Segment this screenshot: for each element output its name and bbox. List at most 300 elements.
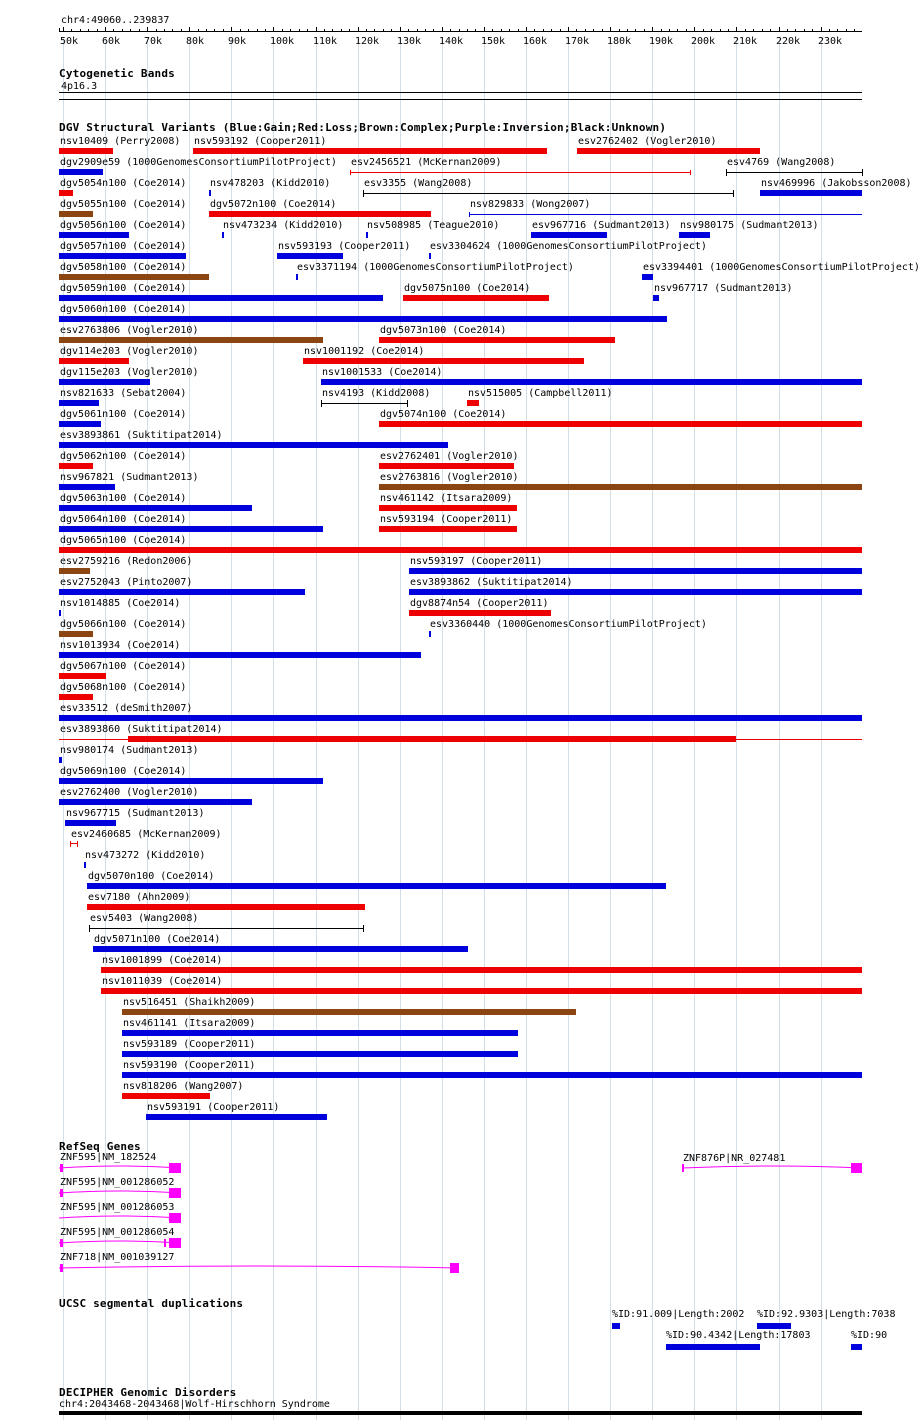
dgv-feature-bar[interactable] [59,316,667,322]
dgv-feature-label[interactable]: nsv967717 (Sudmant2013) [654,283,793,294]
dgv-feature-label[interactable]: esv2762400 (Vogler2010) [60,787,199,798]
dgv-feature-bar[interactable] [59,652,421,658]
segdup-bar[interactable] [612,1323,620,1329]
ruler-minor-tick [122,29,123,32]
dgv-feature-label[interactable]: esv3304624 (1000GenomesConsortiumPilotProject) [430,241,707,252]
dgv-feature-label[interactable]: nsv4193 (Kidd2008) [322,388,431,399]
gene-label[interactable]: ZNF595|NM_001286052 [60,1177,175,1188]
ruler-minor-tick [854,29,855,32]
dgv-feature-bar[interactable] [209,211,431,217]
dgv-feature-bar[interactable] [59,232,129,238]
dgv-feature-label[interactable]: nsv829833 (Wong2007) [470,199,591,210]
ruler-minor-tick [80,29,81,32]
ruler-minor-tick [644,29,645,32]
dgv-feature-bar[interactable] [59,337,323,343]
gene-label[interactable]: ZNF595|NM_001286053 [60,1202,175,1213]
cytoband-label: 4p16.3 [61,81,98,92]
ruler-axis [59,31,862,32]
gene-intron-path [59,1266,459,1268]
ruler-tick [273,27,274,32]
ruler-minor-tick [686,29,687,32]
gene-intron-line[interactable] [59,1189,181,1197]
dgv-feature-label[interactable]: dgv5061n100 (Coe2014) [60,409,187,420]
ruler-tick [779,27,780,32]
dgv-feature-label[interactable]: esv2460685 (McKernan2009) [71,829,222,840]
dgv-feature-line[interactable] [726,172,862,173]
dgv-feature-bar[interactable] [101,988,862,994]
ruler-tick-label: 170k [565,36,590,47]
gene-intron-path [682,1166,862,1168]
decipher-track-title[interactable]: DECIPHER Genomic Disorders [59,1386,237,1399]
ruler-tick-label: 160k [523,36,548,47]
gene-exon[interactable] [164,1239,166,1247]
dgv-feature-label[interactable]: dgv5074n100 (Coe2014) [380,409,507,420]
dgv-feature-bar[interactable] [59,610,61,616]
dgv-feature-label[interactable]: dgv5060n100 (Coe2014) [60,304,187,315]
dgv-feature-label[interactable]: esv3371194 (1000GenomesConsortiumPilotProject) [297,262,574,273]
dgv-feature-label[interactable]: esv5403 (Wang2008) [90,913,199,924]
ruler-minor-tick [753,29,754,32]
ruler-tick [316,27,317,32]
dgv-feature-line[interactable] [469,214,862,215]
dgv-feature-bar[interactable] [122,1051,518,1057]
segdup-track-title[interactable]: UCSC segmental duplications [59,1297,244,1310]
ruler-tick [442,27,443,32]
refseq-track-title[interactable]: RefSeq Genes [59,1140,141,1153]
segdup-label[interactable]: %ID:90 [851,1330,888,1341]
ruler-minor-tick [593,29,594,32]
dgv-feature-bar[interactable] [122,1093,210,1099]
ruler-tick [821,27,822,32]
ruler-tick [526,27,527,32]
dgv-feature-line[interactable] [363,193,733,194]
dgv-feature-bar[interactable] [59,253,186,259]
dgv-feature-line[interactable] [89,928,363,929]
dgv-feature-label[interactable]: nsv461141 (Itsara2009) [123,1018,256,1029]
ruler-minor-tick [181,29,182,32]
segdup-bar[interactable] [666,1344,760,1350]
dgv-feature-label[interactable]: esv3360440 (1000GenomesConsortiumPilotProject) [430,619,707,630]
dgv-feature-label[interactable]: nsv469996 (Jakobsson2008) [761,178,912,189]
gene-exon[interactable] [60,1189,63,1197]
dgv-feature-bar[interactable] [653,295,659,301]
dgv-feature-label[interactable]: nsv593193 (Cooper2011) [278,241,411,252]
dgv-feature-label[interactable]: esv2456521 (McKernan2009) [351,157,502,168]
ruler-minor-tick [534,29,535,32]
ruler-minor-tick [332,29,333,32]
dgv-feature-label[interactable]: dgv5058n100 (Coe2014) [60,262,187,273]
ruler-minor-tick [417,29,418,32]
dgv-feature-label[interactable]: nsv461142 (Itsara2009) [380,493,513,504]
ruler-tick [568,27,569,32]
dgv-feature-label[interactable]: nsv980175 (Sudmant2013) [680,220,819,231]
ruler-minor-tick [206,29,207,32]
dgv-feature-bar[interactable] [379,484,862,490]
dgv-feature-label[interactable]: dgv114e203 (Vogler2010) [60,346,199,357]
ruler-minor-tick [560,29,561,32]
dgv-feature-bar[interactable] [222,232,224,238]
ruler-minor-tick [762,29,763,32]
gene-intron-line[interactable] [59,1239,181,1247]
dgv-feature-bar[interactable] [59,673,106,679]
dgv-feature-label[interactable]: nsv516451 (Shaikh2009) [123,997,256,1008]
dgv-feature-bar[interactable] [429,631,431,637]
dgv-feature-label[interactable]: esv4769 (Wang2008) [727,157,836,168]
dgv-feature-bar[interactable] [59,484,115,490]
gene-exon[interactable] [60,1239,63,1247]
dgv-feature-label[interactable]: nsv10409 (Perry2008) [60,136,181,147]
ruler-minor-tick [728,29,729,32]
dgv-feature-bar[interactable] [101,967,862,973]
gene-exon[interactable] [169,1213,181,1223]
ruler-tick-label: 210k [733,36,758,47]
dgv-feature-label[interactable]: nsv1014885 (Coe2014) [60,598,181,609]
dgv-feature-label[interactable]: dgv5064n100 (Coe2014) [60,514,187,525]
dgv-feature-bar[interactable] [59,400,99,406]
dgv-feature-label[interactable]: nsv473234 (Kidd2010) [223,220,344,231]
dgv-feature-label[interactable]: dgv8874n54 (Cooper2011) [410,598,549,609]
dgv-feature-label[interactable]: nsv593189 (Cooper2011) [123,1039,256,1050]
gridline [736,38,737,1420]
dgv-feature-bar[interactable] [59,505,252,511]
ruler-tick [189,27,190,32]
dgv-feature-bar[interactable] [128,736,736,742]
gene-exon[interactable] [450,1263,459,1273]
dgv-feature-bar[interactable] [366,232,368,238]
ruler-tick-label: 120k [355,36,380,47]
dgv-feature-label[interactable]: dgv5065n100 (Coe2014) [60,535,187,546]
ruler-tick-label: 190k [649,36,674,47]
ruler-minor-tick [164,29,165,32]
ruler-minor-tick [492,29,493,32]
dgv-feature-bar[interactable] [87,904,365,910]
dgv-feature-cap [690,170,691,175]
gene-label[interactable]: ZNF718|NM_001039127 [60,1252,175,1263]
dgv-feature-label[interactable]: dgv5057n100 (Coe2014) [60,241,187,252]
dgv-feature-cap [350,170,351,175]
dgv-feature-bar[interactable] [59,694,93,700]
dgv-feature-bar[interactable] [59,379,150,385]
ruler-minor-tick [501,29,502,32]
dgv-feature-bar[interactable] [379,526,517,532]
decipher-item-bar[interactable] [59,1411,862,1415]
dgv-feature-bar[interactable] [59,526,323,532]
dgv-feature-label[interactable]: esv967716 (Sudmant2013) [532,220,671,231]
ruler-minor-tick [829,29,830,32]
dgv-feature-label[interactable]: esv2762401 (Vogler2010) [380,451,519,462]
dgv-feature-label[interactable]: dgv2909e59 (1000GenomesConsortiumPilotProject) [60,157,337,168]
gene-intron-path [59,1191,181,1193]
dgv-feature-line[interactable] [70,843,77,844]
ruler-minor-tick [475,29,476,32]
ruler-tick [652,27,653,32]
ruler-minor-tick [130,29,131,32]
dgv-feature-bar[interactable] [122,1009,576,1015]
dgv-feature-bar[interactable] [65,820,116,826]
dgv-feature-label[interactable]: dgv5056n100 (Coe2014) [60,220,187,231]
dgv-feature-bar[interactable] [409,610,551,616]
ruler-tick-label: 220k [776,36,801,47]
gene-exon[interactable] [60,1164,63,1172]
dgv-feature-bar[interactable] [467,400,479,406]
gene-label[interactable]: ZNF876P|NR_027481 [683,1153,786,1164]
ruler-tick [736,27,737,32]
dgv-feature-bar[interactable] [429,253,431,259]
dgv-feature-label[interactable]: dgv5062n100 (Coe2014) [60,451,187,462]
dgv-feature-label[interactable]: dgv5070n100 (Coe2014) [88,871,215,882]
gene-exon[interactable] [169,1163,181,1173]
ruler-tick [400,27,401,32]
dgv-feature-label[interactable]: dgv115e203 (Vogler2010) [60,367,199,378]
ruler-tick [358,27,359,32]
ruler-minor-tick [341,29,342,32]
dgv-feature-label[interactable]: nsv478203 (Kidd2010) [210,178,331,189]
dgv-feature-bar[interactable] [409,568,862,574]
dgv-feature-label[interactable]: dgv5059n100 (Coe2014) [60,283,187,294]
ruler-minor-tick [299,29,300,32]
dgv-feature-bar[interactable] [59,799,252,805]
dgv-feature-label[interactable]: dgv5071n100 (Coe2014) [94,934,221,945]
dgv-feature-bar[interactable] [122,1072,862,1078]
dgv-feature-label[interactable]: nsv593190 (Cooper2011) [123,1060,256,1071]
gene-label[interactable]: ZNF595|NM_182524 [60,1152,157,1163]
dgv-feature-bar[interactable] [321,379,862,385]
ruler-minor-tick [139,29,140,32]
dgv-feature-bar[interactable] [59,442,448,448]
cytoband-bottom-line [59,99,862,100]
dgv-feature-label[interactable]: esv2759216 (Redon2006) [60,556,193,567]
dgv-feature-bar[interactable] [59,568,90,574]
gene-intron-line[interactable] [682,1164,862,1172]
ruler-tick-label: 100k [270,36,295,47]
dgv-feature-bar[interactable] [59,631,93,637]
dgv-feature-bar[interactable] [59,547,862,553]
ruler-tick [105,27,106,32]
dgv-feature-bar[interactable] [209,190,211,196]
dgv-feature-label[interactable]: nsv593197 (Cooper2011) [410,556,543,567]
ruler-minor-tick [576,29,577,32]
gene-exon[interactable] [851,1163,862,1173]
ruler-tick-label: 80k [186,36,205,47]
dgv-feature-bar[interactable] [760,190,862,196]
gene-intron-path [59,1241,181,1243]
dgv-feature-label[interactable]: dgv5075n100 (Coe2014) [404,283,531,294]
ruler-minor-tick [282,29,283,32]
dgv-feature-label[interactable]: esv2752043 (Pinto2007) [60,577,193,588]
dgv-feature-label[interactable]: nsv980174 (Sudmant2013) [60,745,199,756]
dgv-feature-bar[interactable] [679,232,710,238]
dgv-feature-bar[interactable] [59,295,383,301]
dgv-feature-label[interactable]: esv2763806 (Vogler2010) [60,325,199,336]
ruler-minor-tick [795,29,796,32]
ruler-tick-label: 60k [102,36,121,47]
dgv-feature-bar[interactable] [59,211,93,217]
segdup-bar[interactable] [851,1344,862,1350]
dgv-feature-line[interactable] [321,403,407,404]
dgv-feature-bar[interactable] [59,757,62,763]
dgv-feature-bar[interactable] [59,169,103,175]
dgv-feature-bar[interactable] [277,253,343,259]
ruler-tick [231,27,232,32]
dgv-feature-label[interactable]: nsv593191 (Cooper2011) [147,1102,280,1113]
dgv-feature-label[interactable]: dgv5055n100 (Coe2014) [60,199,187,210]
segdup-bar[interactable] [757,1323,791,1329]
gene-intron-line[interactable] [59,1214,181,1222]
dgv-feature-bar[interactable] [303,358,584,364]
dgv-feature-label[interactable]: nsv821633 (Sebat2004) [60,388,187,399]
dgv-feature-label[interactable]: nsv1001533 (Coe2014) [322,367,443,378]
gene-exon[interactable] [169,1188,181,1198]
ruler-minor-tick [720,29,721,32]
gene-exon[interactable] [60,1264,63,1272]
gene-intron-line[interactable] [59,1264,459,1272]
ruler-tick [610,27,611,32]
ruler-tick-label: 90k [228,36,247,47]
ruler-minor-tick [711,29,712,32]
ruler-tick [694,27,695,32]
gridline [779,38,780,1420]
ruler-minor-tick [265,29,266,32]
segdup-label[interactable]: %ID:92.9303|Length:7038 [757,1309,896,1320]
dgv-feature-bar[interactable] [59,190,73,196]
ruler-minor-tick [669,29,670,32]
dgv-feature-bar[interactable] [87,883,666,889]
ruler-minor-tick [324,29,325,32]
dgv-feature-bar[interactable] [379,421,862,427]
gene-intron-line[interactable] [59,1164,181,1172]
ruler-minor-tick [425,29,426,32]
dgv-feature-bar[interactable] [403,295,549,301]
dgv-feature-bar[interactable] [59,274,209,280]
segdup-label[interactable]: %ID:91.009|Length:2002 [612,1309,745,1320]
dgv-feature-label[interactable]: dgv5067n100 (Coe2014) [60,661,187,672]
ruler-tick-label: 70k [144,36,163,47]
dgv-feature-label[interactable]: nsv593192 (Cooper2011) [194,136,327,147]
dgv-feature-bar[interactable] [146,1114,327,1120]
dgv-feature-bar[interactable] [379,463,514,469]
dgv-feature-cap [469,212,470,217]
dgv-feature-label[interactable]: dgv5063n100 (Coe2014) [60,493,187,504]
cytoband-top-line [59,92,862,93]
ruler-tick-label: 200k [691,36,716,47]
dgv-feature-bar[interactable] [59,589,305,595]
ruler-minor-tick [156,29,157,32]
dgv-feature-label[interactable]: dgv5072n100 (Coe2014) [210,199,337,210]
ruler-minor-tick [450,29,451,32]
dgv-feature-label[interactable]: nsv1011039 (Coe2014) [102,976,223,987]
decipher-item-label[interactable]: chr4:2043468-2043468|Wolf-Hirschhorn Syndrome [59,1399,330,1410]
dgv-feature-label[interactable]: esv7180 (Ahn2009) [88,892,191,903]
dgv-feature-bar[interactable] [59,778,323,784]
ruler-minor-tick [113,29,114,32]
dgv-feature-label[interactable]: dgv5069n100 (Coe2014) [60,766,187,777]
ruler-minor-tick [391,29,392,32]
gene-exon[interactable] [169,1238,181,1248]
ruler-minor-tick [703,29,704,32]
dgv-feature-bar[interactable] [531,232,607,238]
dgv-feature-label[interactable]: esv3893861 (Suktitipat2014) [60,430,223,441]
dgv-feature-label[interactable]: nsv508985 (Teague2010) [367,220,500,231]
dgv-feature-bar[interactable] [379,337,615,343]
dgv-feature-label[interactable]: nsv818206 (Wang2007) [123,1081,244,1092]
ruler-minor-tick [459,29,460,32]
ruler-minor-tick [88,29,89,32]
ruler-minor-tick [619,29,620,32]
dgv-feature-bar[interactable] [93,946,468,952]
dgv-feature-label[interactable]: nsv473272 (Kidd2010) [85,850,206,861]
dgv-feature-label[interactable]: nsv593194 (Cooper2011) [380,514,513,525]
dgv-feature-label[interactable]: nsv1001899 (Coe2014) [102,955,223,966]
ruler-minor-tick [602,29,603,32]
ruler-minor-tick [846,29,847,32]
gene-exon[interactable] [682,1164,684,1172]
dgv-feature-bar[interactable] [59,148,113,154]
dgv-feature-bar[interactable] [59,358,129,364]
ruler-minor-tick [433,29,434,32]
dgv-feature-label[interactable]: dgv5073n100 (Coe2014) [380,325,507,336]
dgv-feature-label[interactable]: nsv1001192 (Coe2014) [304,346,425,357]
dgv-feature-bar[interactable] [59,715,862,721]
dgv-feature-label[interactable]: esv2762402 (Vogler2010) [578,136,717,147]
dgv-feature-label[interactable]: esv3893860 (Suktitipat2014) [60,724,223,735]
dgv-feature-line[interactable] [350,172,690,173]
ruler-minor-tick [97,29,98,32]
ruler-minor-tick [745,29,746,32]
cytoband-track-title[interactable]: Cytogenetic Bands [59,67,175,80]
gridline [231,38,232,1420]
dgv-feature-cap [70,841,71,847]
dgv-feature-label[interactable]: nsv967821 (Sudmant2013) [60,472,199,483]
gene-intron-path [59,1166,181,1168]
dgv-feature-bar[interactable] [59,463,93,469]
ruler-minor-tick [366,29,367,32]
dgv-feature-bar[interactable] [84,862,86,868]
dgv-feature-label[interactable]: dgv5066n100 (Coe2014) [60,619,187,630]
dgv-feature-label[interactable]: dgv5068n100 (Coe2014) [60,682,187,693]
dgv-feature-label[interactable]: dgv5054n100 (Coe2014) [60,178,187,189]
dgv-feature-bar[interactable] [409,589,862,595]
dgv-feature-label[interactable]: nsv967715 (Sudmant2013) [66,808,205,819]
ruler-minor-tick [214,29,215,32]
gene-label[interactable]: ZNF595|NM_001286054 [60,1227,175,1238]
ruler-minor-tick [172,29,173,32]
dgv-feature-bar[interactable] [296,274,298,280]
dgv-track-title[interactable]: DGV Structural Variants (Blue:Gain;Red:Loss;Brown:Complex;Purple:Inversion;Black:Unknown) [59,121,667,134]
ruler-tick-label: 150k [481,36,506,47]
ruler-minor-tick [198,29,199,32]
dgv-feature-label[interactable]: esv3394401 (1000GenomesConsortiumPilotProject) [643,262,920,273]
dgv-feature-bar[interactable] [122,1030,518,1036]
dgv-feature-cap [89,925,90,932]
dgv-feature-bar[interactable] [193,148,547,154]
ruler-minor-tick [290,29,291,32]
dgv-feature-label[interactable]: esv33512 (deSmith2007) [60,703,193,714]
ruler-minor-tick [467,29,468,32]
dgv-feature-label[interactable]: esv3893862 (Suktitipat2014) [410,577,573,588]
dgv-feature-label[interactable]: nsv1013934 (Coe2014) [60,640,181,651]
ruler-minor-tick [240,29,241,32]
segdup-label[interactable]: %ID:90.4342|Length:17803 [666,1330,811,1341]
dgv-feature-bar[interactable] [59,421,101,427]
dgv-feature-bar[interactable] [577,148,760,154]
ruler-minor-tick [635,29,636,32]
ruler-tick-label: 130k [397,36,422,47]
dgv-feature-bar[interactable] [642,274,653,280]
dgv-feature-label[interactable]: esv2763816 (Vogler2010) [380,472,519,483]
dgv-feature-bar[interactable] [379,505,517,511]
dgv-feature-label[interactable]: nsv515005 (Campbell2011) [468,388,613,399]
dgv-feature-label[interactable]: esv3355 (Wang2008) [364,178,473,189]
